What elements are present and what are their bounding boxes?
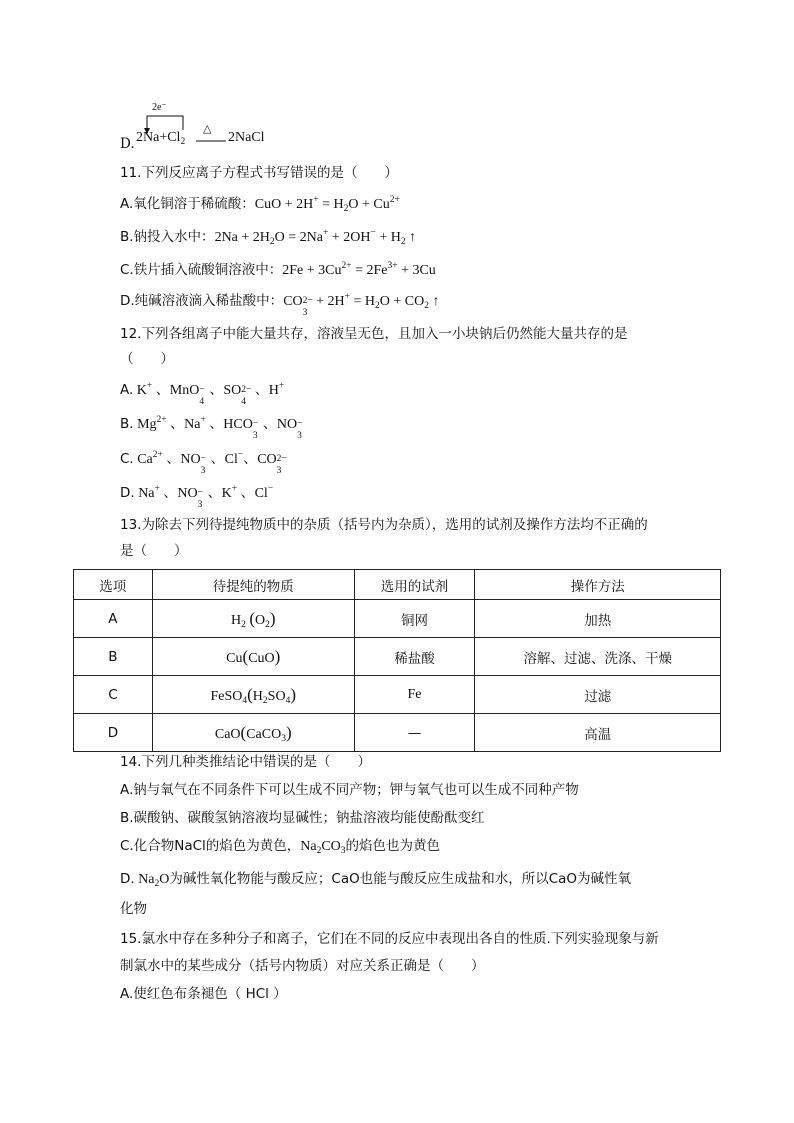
q11-option-b-equation: $2Na + 2H_2O = 2Na^+ + 2OH^- + H_2$ ↑ (214, 228, 417, 247)
q12-option-b-label: B. (120, 416, 134, 432)
d-option-diagram (120, 100, 300, 152)
q15-stem-line2: 制氯水中的某些成分（括号内物质）对应关系正确是（ ） (120, 958, 485, 974)
q14-option-c-formula: $Na_2CO_3$ (300, 839, 346, 856)
cell-reagent: Fe (354, 676, 475, 714)
q12-option-d (120, 483, 274, 510)
cell-substance: CaO(CaCO$_3$) (152, 714, 354, 752)
q14-option-c-post: 的焰色也为黄色 (345, 838, 441, 854)
cell-method: 溶解、过滤、洗涤、干燥 (475, 638, 721, 676)
q12-option-b (120, 414, 307, 441)
table-row (74, 714, 721, 752)
q11-option-d-equation: CO 2− 3 + $2H^+ = H_2O + CO_2$ ↑ (283, 292, 440, 318)
cell-substance: Cu(CuO) (152, 638, 354, 676)
q12-option-d-ions: Na+ 、NO − 3 、K+ 、Cl− (134, 484, 274, 510)
q11-option-c (120, 260, 436, 281)
cell-reagent: — (354, 714, 475, 752)
cell-reagent: 稀盐酸 (354, 638, 475, 676)
q14-option-d (120, 869, 631, 890)
table-row (74, 638, 721, 676)
cell-option: A (74, 600, 153, 638)
cell-method: 高温 (475, 714, 721, 752)
q12-option-a-ions: K+ 、MnO − 4 、SO 2− 4 、H+ (133, 381, 285, 407)
q12-paren: （ ） (120, 351, 174, 367)
q11-option-d-label: D.纯碱溶液滴入稀盐酸中： (120, 293, 284, 309)
header-substance: 待提纯的物质 (152, 570, 354, 600)
q15-option-a: A.使红色布条褪色（ HCl ） (120, 986, 287, 1002)
header-reagent: 选用的试剂 (354, 570, 475, 600)
q14-option-d-pre: D. (120, 871, 135, 887)
d-option-prefix: D. (120, 136, 135, 152)
q11-option-b-label: B.钠投入水中： (120, 229, 215, 245)
q11-option-b (120, 227, 416, 248)
q14-option-d-formula: $Na_2O$ (134, 872, 170, 889)
q12-option-c (120, 449, 287, 476)
q12-option-c-label: C. (120, 451, 134, 467)
q11-option-a-equation: CuO + $2H^+ = H_2O + Cu^{2+}$ (254, 195, 400, 214)
q14-option-d-mid: 为碱性氧化物能与酸反应；CaO也能与酸反应生成盐和水，所以CaO为碱性氧 (169, 871, 632, 887)
q11-option-a-label: A.氧化铜溶于稀硫酸： (120, 196, 255, 212)
header-option: 选项 (74, 570, 153, 600)
reaction-equals-line (196, 138, 226, 144)
q14-option-d-continued: 化物 (120, 901, 147, 917)
q12-stem: 12.下列各组离子中能大量共存，溶液呈无色，且加入一小块钠后仍然能大量共存的是 (120, 326, 628, 342)
cell-reagent: 铜网 (354, 600, 475, 638)
header-method: 操作方法 (475, 570, 721, 600)
q12-option-d-label: D. (120, 485, 135, 501)
cell-option: D (74, 714, 153, 752)
cell-option: C (74, 676, 153, 714)
q12-option-a (120, 380, 285, 407)
electron-count-label: 2e⁻ (152, 102, 167, 113)
q11-stem: 11.下列反应离子方程式书写错误的是（ ） (120, 165, 398, 181)
q11-option-c-equation: $2Fe + 3Cu^{2+} = 2Fe^{3+} + 3Cu$ (282, 261, 436, 278)
q14-option-b: B.碳酸钠、碳酸氢钠溶液均显碱性；钠盐溶液均能使酚酞变红 (120, 810, 485, 826)
q11-option-d (120, 291, 440, 318)
q11-option-c-label: C.铁片插入硫酸铜溶液中： (120, 262, 283, 278)
reaction-condition: △ (203, 122, 212, 135)
q14-option-c-pre: C.化合物NaCl的焰色为黄色， (120, 838, 301, 854)
q13-table (73, 569, 721, 752)
cell-substance: $FeSO_4(H_2SO_4)$ (152, 676, 354, 714)
q12-option-b-ions: $Mg^{2+}$ 、Na+ 、HCO − 3 、NO − 3 (133, 415, 303, 441)
q14-stem: 14.下列几种类推结论中错误的是（ ） (120, 754, 371, 770)
q11-option-a (120, 194, 400, 215)
q15-stem-line1: 15.氯水中存在多种分子和离子，它们在不同的反应中表现出各自的性质.下列实验现象与新 (120, 931, 659, 947)
q13-stem-line2: 是（ ） (120, 543, 188, 559)
cell-method: 加热 (475, 600, 721, 638)
q14-option-c (120, 836, 440, 857)
q12-option-a-label: A. (120, 382, 134, 398)
q12-option-c-ions: $Ca^{2+}$ 、NO − 3 、Cl−、CO 2− 3 (133, 450, 287, 476)
cell-method: 过滤 (475, 676, 721, 714)
table-row (74, 676, 721, 714)
table-header-row (74, 570, 721, 600)
d-option-product: 2NaCl (228, 130, 265, 145)
d-option-reactants: $2Na+Cl_2$ (136, 130, 186, 147)
table-row (74, 600, 721, 638)
q14-option-a: A.钠与氧气在不同条件下可以生成不同产物；钾与氧气也可以生成不同种产物 (120, 782, 579, 798)
cell-option: B (74, 638, 153, 676)
q13-stem-line1: 13.为除去下列待提纯物质中的杂质（括号内为杂质），选用的试剂及操作方法均不正确的 (120, 517, 648, 533)
cell-substance: $H_2$ $(O_2)$ (152, 600, 354, 638)
